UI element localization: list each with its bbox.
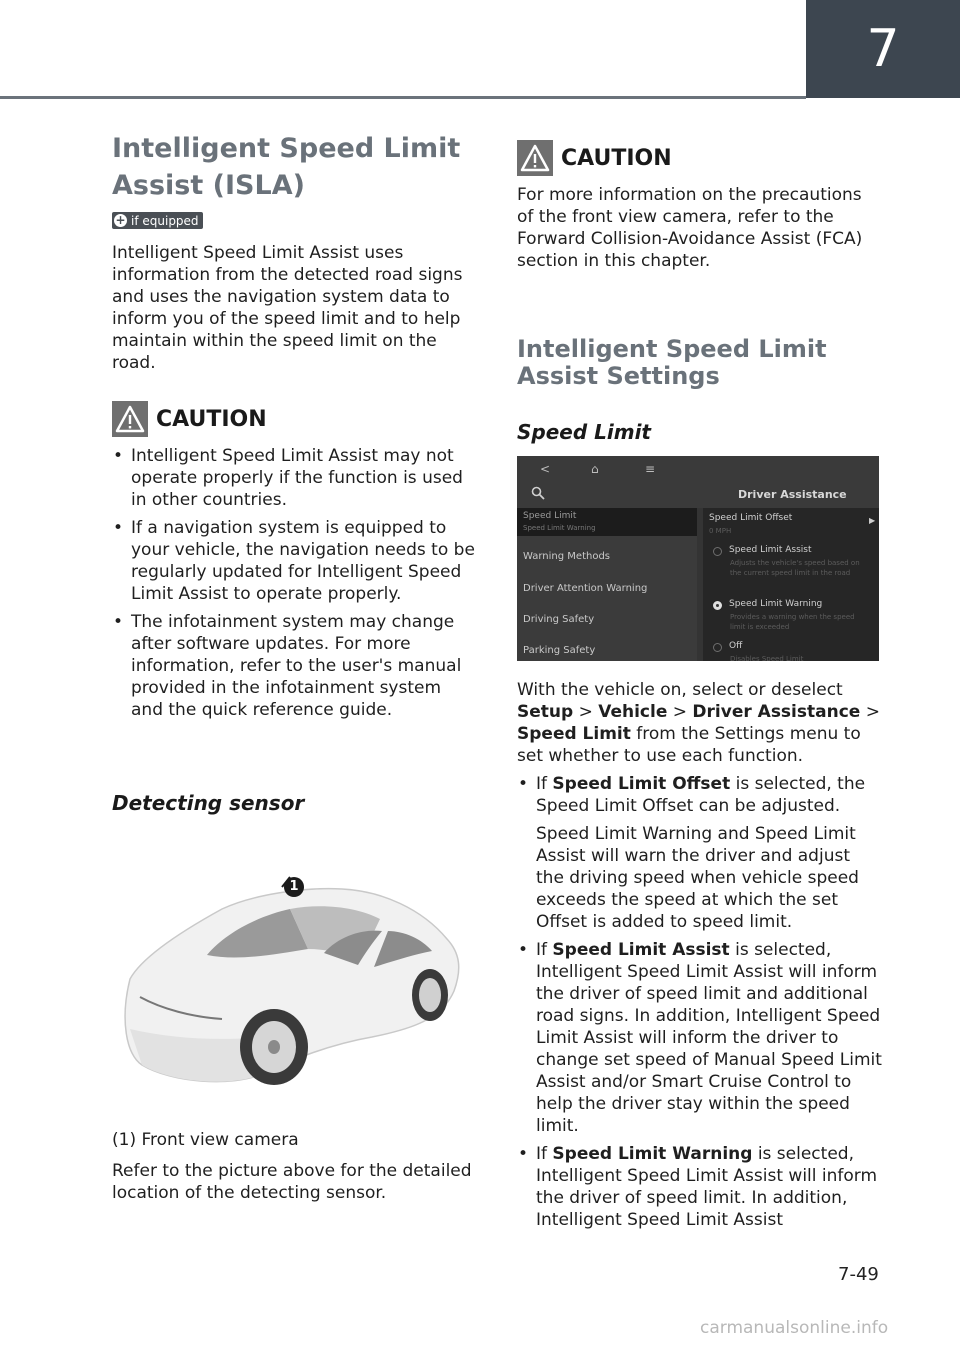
path-vehicle: Vehicle	[598, 702, 668, 722]
caution-item: • The infotainment system may change after software updates. For more information, refer to the user's manual provided in the infotainment system and the quick reference guide.	[112, 611, 477, 721]
sensor-note: Refer to the picture above for the detailed location of the detecting sensor.	[112, 1161, 472, 1203]
car-illustration	[112, 869, 477, 1119]
page-number: 7-49	[838, 1264, 879, 1285]
option-label: Speed Limit Assist	[729, 545, 812, 555]
screen-options	[703, 508, 879, 661]
callout-number: 1	[284, 877, 304, 897]
caution-heading	[517, 140, 882, 176]
caution-heading	[112, 401, 477, 437]
sensor-caption: (1) Front view camera	[112, 1130, 299, 1150]
warning-triangle-icon	[517, 140, 553, 176]
caution-label: CAUTION	[156, 406, 267, 432]
screen-heading: Driver Assistance	[738, 488, 847, 501]
caution-item: • If a navigation system is equipped to your vehicle, the navigation needs to be regularly updated for Intelligent Speed Limit Assist to operate properly.	[112, 517, 477, 605]
section-title: Intelligent Speed Limit Assist (ISLA)	[112, 133, 461, 201]
menu-item-driving-safety[interactable]: Driving Safety	[523, 614, 595, 625]
menu-icon[interactable]: ≡	[645, 462, 656, 476]
screen-menu	[517, 508, 697, 661]
radio-off[interactable]	[713, 643, 722, 652]
warning-triangle-icon	[112, 401, 148, 437]
options-list	[517, 773, 882, 1231]
speed-limit-title: Speed Limit	[517, 420, 651, 444]
settings-title: Intelligent Speed Limit Assist Settings	[517, 335, 827, 390]
menu-item-parking-safety[interactable]: Parking Safety	[523, 645, 596, 656]
path-driver-assistance: Driver Assistance	[692, 702, 861, 722]
equipped-badge	[112, 212, 203, 229]
right-column	[517, 140, 882, 1231]
menu-item-label: Speed Limit	[523, 511, 577, 521]
path-setup: Setup	[517, 702, 574, 722]
infotainment-screen	[517, 456, 879, 661]
header-rule	[0, 96, 806, 99]
menu-item-driver-attention[interactable]: Driver Attention Warning	[523, 583, 648, 594]
plus-icon: +	[115, 213, 126, 227]
option-desc: Disables Speed Limit	[730, 655, 804, 661]
car-icon	[112, 869, 477, 1119]
option-label: Speed Limit Warning	[729, 599, 823, 609]
caution-text: For more information on the precautions of the front view camera, refer to the Forward Collision-Avoidance Assist (FCA) section in this chapter.	[517, 185, 863, 271]
path-speed-limit: Speed Limit	[517, 724, 631, 744]
screen-topbar	[517, 456, 879, 508]
option-warning-item: • If Speed Limit Warning is selected, Intelligent Speed Limit Assist will inform the driver of speed limit. In addition, Intelligent Speed Limit Assist	[517, 1143, 882, 1231]
option-offset-item: • If Speed Limit Offset is selected, the Speed Limit Offset can be adjusted. Speed Limit Warning and Speed Limit Assist will warn the driver and adjust the driving speed when vehicle speed exceeds the speed at which the set Offset is added to speed limit.	[517, 773, 882, 933]
settings-paragraph: With the vehicle on, select or deselect Setup > Vehicle > Driver Assistance > Speed Limit from the Settings menu to set whether to use each function.	[517, 680, 880, 766]
option-desc: Adjusts the vehicle's speed based on the current speed limit in the road	[730, 559, 860, 577]
back-icon[interactable]: <	[540, 462, 551, 476]
chevron-right-icon: ▶	[869, 516, 876, 525]
chapter-number: 7	[866, 19, 900, 79]
left-column	[112, 130, 477, 1204]
equipped-badge-label: if equipped	[131, 213, 199, 228]
chapter-tab	[806, 0, 960, 98]
offset-title[interactable]: Speed Limit Offset	[709, 513, 793, 523]
home-icon[interactable]: ⌂	[591, 462, 599, 476]
menu-item-sub: Speed Limit Warning	[523, 524, 596, 532]
radio-speed-limit-warning[interactable]	[713, 601, 722, 610]
offset-value: 0 MPH	[709, 527, 732, 535]
option-label: Off	[729, 641, 743, 651]
radio-speed-limit-assist[interactable]	[713, 547, 722, 556]
menu-item-speed-limit[interactable]	[517, 508, 697, 536]
intro-paragraph: Intelligent Speed Limit Assist uses information from the detected road signs and uses the navigation system data to inform you of the speed limit and to help maintain within the speed limit on the road.	[112, 243, 463, 373]
caution-label: CAUTION	[561, 145, 672, 171]
caution-list	[112, 445, 477, 721]
detecting-sensor-title: Detecting sensor	[112, 791, 305, 815]
option-assist-item: • If Speed Limit Assist is selected, Intelligent Speed Limit Assist will inform the driver of speed limit and additional road signs. In addition, Intelligent Speed Limit Assist will inform the driver to change set speed of Manual Speed Limit Assist and/or Smart Cruise Control to help the driver stay within the speed limit.	[517, 939, 882, 1137]
menu-item-warning-methods[interactable]: Warning Methods	[523, 551, 611, 562]
search-icon[interactable]	[531, 486, 545, 500]
watermark: carmanualsonline.info	[700, 1318, 889, 1338]
caution-item: • Intelligent Speed Limit Assist may not operate properly if the function is used in other countries.	[112, 445, 477, 511]
offset-explanation: Speed Limit Warning and Speed Limit Assist will warn the driver and adjust the driving speed when vehicle speed exceeds the speed at which the set Offset is added to speed limit.	[536, 824, 859, 932]
option-desc: Provides a warning when the speed limit is exceeded	[730, 613, 855, 631]
